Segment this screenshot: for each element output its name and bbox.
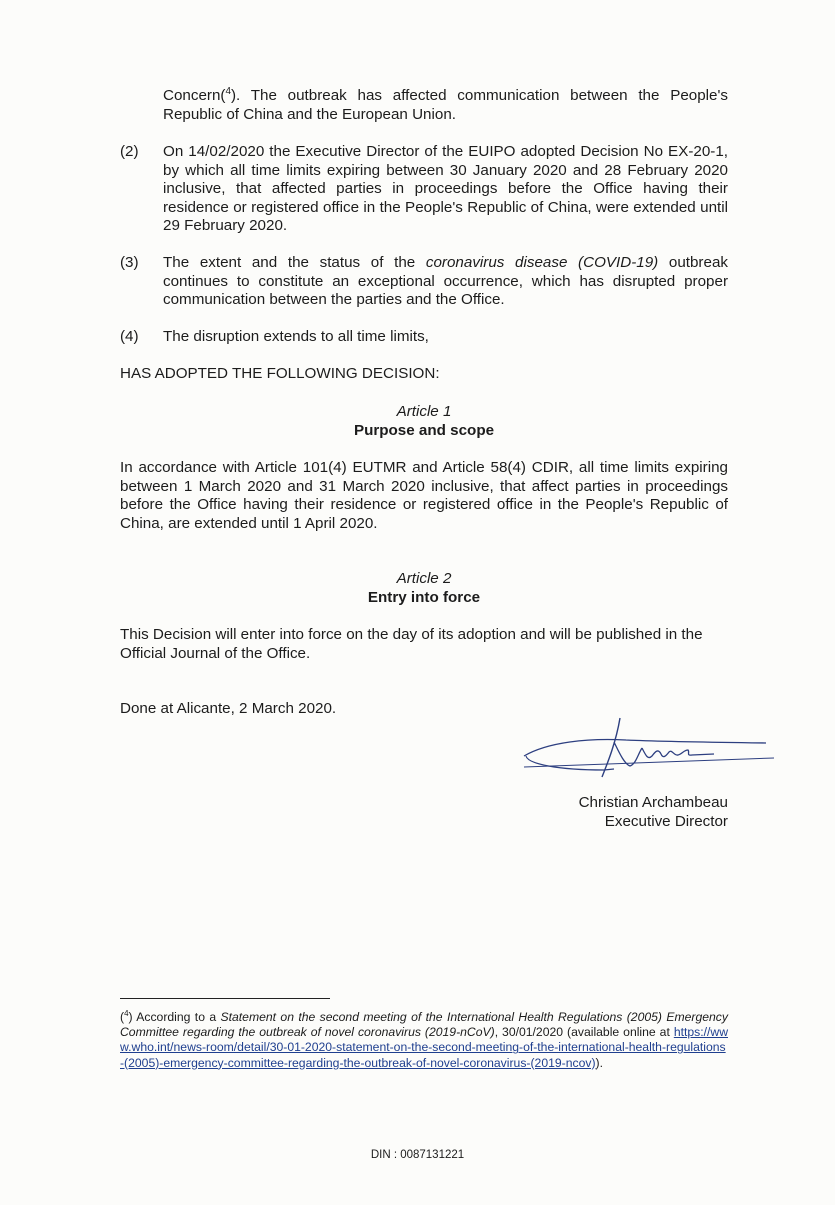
footnote-separator xyxy=(120,998,330,999)
article-2-heading: Entry into force xyxy=(367,589,481,606)
article-2-body: This Decision will enter into force on the day of its adoption and will be published in the Official Journal of the Office. xyxy=(120,626,703,662)
article-1-label: Article 1 xyxy=(396,403,452,420)
signature-image xyxy=(518,712,778,782)
continuation-paragraph: Concern($^4$). The outbreak has affected communication between the People's Republic of China and the European Union. xyxy=(163,85,728,123)
footnote-text: , 30/01/2020 (available online at xyxy=(494,1025,674,1040)
recital-text: The disruption extends to all time limits, xyxy=(163,328,429,345)
footnote-text: According to a xyxy=(132,1010,221,1024)
article-1-body: In accordance with Article 101(4) EUTMR and Article 58(4) CDIR, all time limits expiring between 1 March 2020 and 31 March 2020 inclusive, that affect parties in proceedings before the Office having their residence or registered office in the People's Republic of China, are extended until 1 April 2020. xyxy=(120,459,728,532)
recital-text-part: outbreak continues to constitute an exceptional occurrence, which has disrupted proper communication between the parties and the Office. xyxy=(163,254,728,308)
footnote-who-link[interactable]: https://www.who.int/news-room/detail/30-01-2020-statement-on-the-second-meeting-of-the-international-health-regulations-(2005)-emergency-committee-regarding-the-outbreak-of-novel-coronavirus-(2019-ncov) xyxy=(120,1025,728,1070)
din-number: DIN : 0087131221 xyxy=(370,1149,465,1161)
footnote-statement-title: Statement on the second meeting of the International Health Regulations (2005) Emergency Committee regarding the outbreak of novel coronavirus (2019-nCoV) xyxy=(120,1010,728,1040)
done-at-line: Done at Alicante, 2 March 2020. xyxy=(120,700,337,717)
footnote-ref-4[interactable]: 4 xyxy=(225,85,231,97)
adopted-statement: HAS ADOPTED THE FOLLOWING DECISION: xyxy=(120,365,440,382)
footnote-number: 4 xyxy=(124,1008,129,1018)
signatory-name: Christian Archambeau xyxy=(578,794,728,811)
article-1-heading: Purpose and scope xyxy=(353,422,495,439)
recital-number: (4) xyxy=(120,328,139,345)
footnote-4: ($^4$) According to a Statement on the second meeting of the International Health Regulations (2005) Emergency Committee regarding the outbreak of novel coronavirus (2019-nCoV), 30/01/2020 (available online at https://www.who.int/news-room/detail/30-01-2020-statement-on-the-second-meeting-of-the-international-health-regulations-(2005)-emergency-committee-regarding-the-outbreak-of-novel-coronavirus-(2019-ncov)). xyxy=(120,1008,728,1070)
recital-text-italic: coronavirus disease (COVID-19) xyxy=(425,254,659,271)
recital-text xyxy=(163,254,728,310)
footnote-text: ). xyxy=(595,1055,603,1070)
recital-text-part: The extent and the status of the xyxy=(163,254,426,271)
continuation-text-start: Concern xyxy=(163,87,221,104)
signatory-block xyxy=(480,794,728,831)
recital-number: (3) xyxy=(120,254,139,271)
recital-text: On 14/02/2020 the Executive Director of the EUIPO adopted Decision No EX-20-1, by which all time limits expiring between 30 January 2020 and 28 February 2020 inclusive, that affected parties in proceedings before the Office having their residence or registered office in the People's Republic of China, were extended until 29 February 2020. xyxy=(163,143,728,234)
signatory-title: Executive Director xyxy=(604,812,728,830)
continuation-text-end: . The outbreak has affected communication between the People's Republic of China and the European Union. xyxy=(163,87,728,123)
article-2-label: Article 2 xyxy=(396,570,452,587)
recital-number: (2) xyxy=(120,143,139,160)
